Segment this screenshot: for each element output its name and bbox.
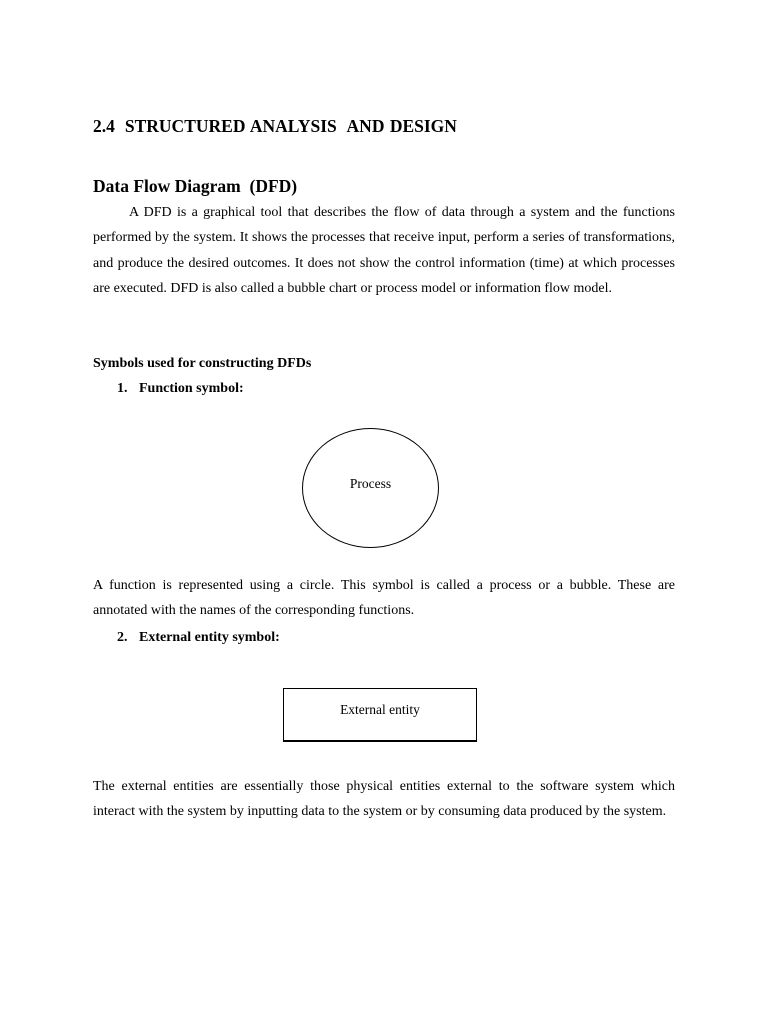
external-entity-label: External entity	[340, 702, 420, 717]
list-item-title: External entity symbol:	[139, 630, 280, 645]
external-entity-description: The external entities are essentially those physical entities external to the software system which interact with the system by inputting data to the system or by consuming data produced by the system.	[93, 779, 675, 820]
list-number: 1.	[117, 381, 128, 396]
dfd-intro-paragraph: A DFD is a graphical tool that describes the flow of data through a system and the functions performed by the system. It shows the processes that receive input, perform a series of transformations, and produce the desired outcomes. It does not show the control information (time) at which processes are executed. DFD is also called a bubble chart or process model or information flow model.	[93, 205, 675, 297]
process-bubble-symbol	[302, 428, 439, 548]
function-symbol-heading	[117, 381, 244, 397]
external-entity-symbol	[283, 688, 477, 742]
process-label: Process	[349, 476, 392, 491]
symbols-heading: Symbols used for constructing DFDs	[93, 356, 312, 371]
section-title: STRUCTURED ANALYSIS AND DESIGN	[124, 116, 457, 136]
section-heading	[93, 116, 457, 137]
list-item-title: Function symbol:	[139, 381, 244, 396]
section-number: 2.4	[93, 116, 115, 136]
dfd-heading: Data Flow Diagram (DFD)	[93, 176, 298, 196]
external-entity-heading	[117, 630, 280, 646]
function-description: A function is represented using a circle. This symbol is called a process or a bubble. These are annotated with the names of the corresponding functions.	[93, 578, 675, 619]
list-number: 2.	[117, 630, 128, 645]
